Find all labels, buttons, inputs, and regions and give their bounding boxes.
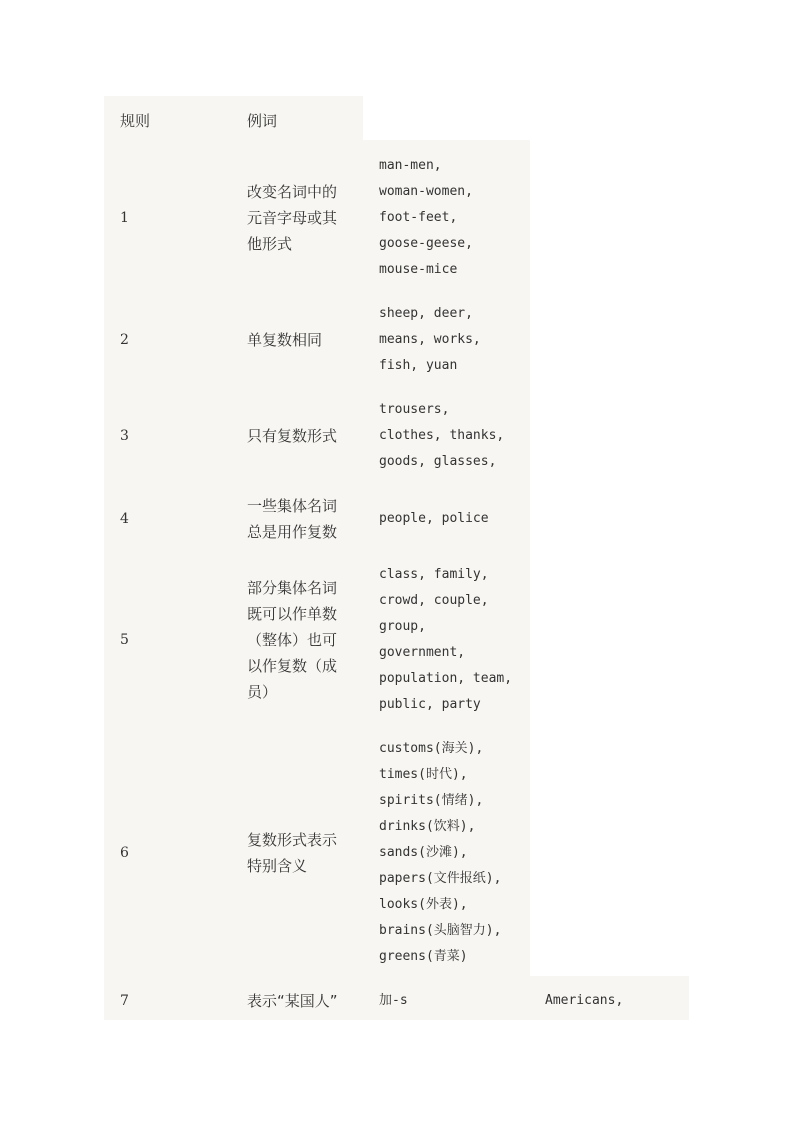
- rule-description-7: 表示“某国人”: [247, 992, 338, 1010]
- rule-number-3: 3: [120, 428, 129, 444]
- rule-description-2: 单复数相同: [247, 331, 323, 349]
- rule-description-4: 一些集体名词总是用作复数: [247, 497, 338, 541]
- rule-description-6: 复数形式表示特别含义: [247, 831, 338, 875]
- rule-examples-6: customs(海关), times(时代), spirits(情绪), drinks(饮料), sands(沙滩), papers(文件报纸), looks(外表), brains(头脑智力), greens(青菜): [379, 741, 502, 964]
- rule-examples-2: sheep, deer, means, works, fish, yuan: [379, 306, 481, 373]
- rule-number-7: 7: [120, 993, 129, 1009]
- rule-number-6: 6: [120, 845, 129, 861]
- rule-description-3: 只有复数形式: [247, 427, 338, 445]
- rule-number-1: 1: [120, 210, 129, 226]
- rule-examples-5: class, family, crowd, couple, group, government, population, team, public, party: [379, 567, 513, 712]
- header-example: 例词: [247, 112, 278, 130]
- header-rule: 规则: [120, 112, 151, 130]
- rule-number-4: 4: [120, 511, 129, 527]
- rule-examples-1: man-men, woman-women, foot-feet, goose-geese, mouse-mice: [379, 158, 473, 277]
- rule-number-2: 2: [120, 332, 129, 348]
- rule-extra-7: Americans,: [545, 993, 624, 1008]
- rule-examples-4: people, police: [379, 511, 489, 526]
- rule-description-1: 改变名词中的元音字母或其他形式: [247, 183, 338, 253]
- rule-description-5: 部分集体名词既可以作单数（整体）也可以作复数（成员）: [247, 579, 338, 701]
- rule-examples-7: 加-s: [379, 993, 408, 1008]
- rule-number-5: 5: [120, 632, 129, 648]
- rule-examples-3: trousers, clothes, thanks, goods, glasses,: [379, 402, 505, 469]
